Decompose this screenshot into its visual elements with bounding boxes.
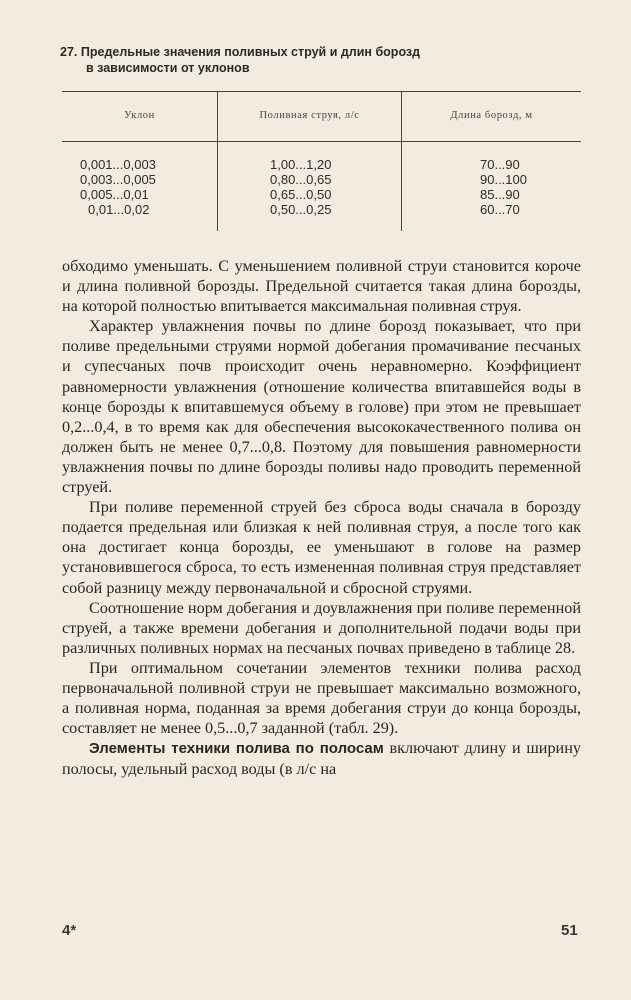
table-cell: 60...70	[480, 202, 520, 217]
table-header-length: Длина борозд, м	[450, 110, 533, 121]
table-column-flow	[270, 157, 331, 217]
table-cell: 0,001...0,003	[80, 157, 156, 172]
table-cell: 90...100	[480, 172, 527, 187]
table-cell: 0,01...0,02	[88, 202, 150, 217]
table-top-rule	[62, 91, 581, 92]
table-header-flow: Поливная струя, л/с	[259, 110, 360, 121]
table-caption-line2: в зависимости от уклонов	[86, 61, 250, 75]
table-cell: 85...90	[480, 187, 520, 202]
table-cell: 0,80...0,65	[270, 172, 332, 187]
paragraph: При поливе переменной струей без сброса воды сначала в борозду подается предельная или близкая к ней поливная струя, а после того как она достигает конца борозды, ее уменьшают в голове на размер установившегося сброса, то есть измененная поливная струя представляет собой разницу между первоначальной и сбросной струями.	[62, 498, 581, 597]
paragraph-lead-bold: Элементы техники полива по полосам	[89, 740, 384, 758]
table-cell: 0,50...0,25	[270, 202, 332, 217]
paragraph: Соотношение норм добегания и доувлажнения при поливе переменной струей, а также времени добегания и дополнительной подачи воды при различных поливных нормах на песчаных почвах приведено в таблице 28.	[62, 598, 581, 657]
paragraph: Характер увлажнения почвы по длине борозд показывает, что при поливе предельными струями нормой добегания промачивание песчаных и супесчаных почв происходит очень неравномерно. Коэффициент равномерности увлажнения (отношение количества впитавшейся воды в конце борозды к впитавшемуся объему в голове) при этом не превышает 0,2...0,4, в то время как для обеспечения высококачественного полива он должен быть не менее 0,7...0,8. Поэтому для повышения равномерности увлажнения почвы по длине борозды поливы надо проводить переменной струей.	[62, 317, 581, 497]
table-cell: 0,65...0,50	[270, 187, 332, 202]
page-number: 51	[561, 922, 578, 939]
table-number: 27.	[60, 45, 78, 59]
paragraph	[62, 738, 581, 779]
table-cell: 0,005...0,01	[80, 187, 149, 202]
table-header-rule	[62, 141, 581, 142]
body-text	[62, 256, 581, 779]
table-caption-line1: Предельные значения поливных струй и длин борозд	[80, 45, 421, 59]
paragraph: обходимо уменьшать. С уменьшением поливной струи становится короче и длина поливной борозды. Предельной считается такая длина борозды, на которой полностью впитывается максимальная поливная струя.	[62, 257, 581, 316]
table-cell: 70...90	[480, 157, 520, 172]
paragraph-rest: включают длину и ширину полосы, удельный расход воды (в л/с на	[62, 739, 581, 779]
table-header-slope: Уклон	[124, 110, 155, 121]
table-cell: 0,003...0,005	[80, 172, 156, 187]
table-column-slope	[80, 157, 156, 217]
table-caption	[62, 44, 582, 76]
signature-mark: 4*	[62, 922, 77, 939]
table-column-length	[480, 157, 527, 217]
table-cell: 1,00...1,20	[270, 157, 332, 172]
paragraph: При оптимальном сочетании элементов техники полива расход первоначальной поливной струи не превышает максимально возможного, а поливная норма, поданная за время добегания струи до конца борозды, составляет не менее 0,5...0,7 заданной (табл. 29).	[62, 658, 581, 738]
